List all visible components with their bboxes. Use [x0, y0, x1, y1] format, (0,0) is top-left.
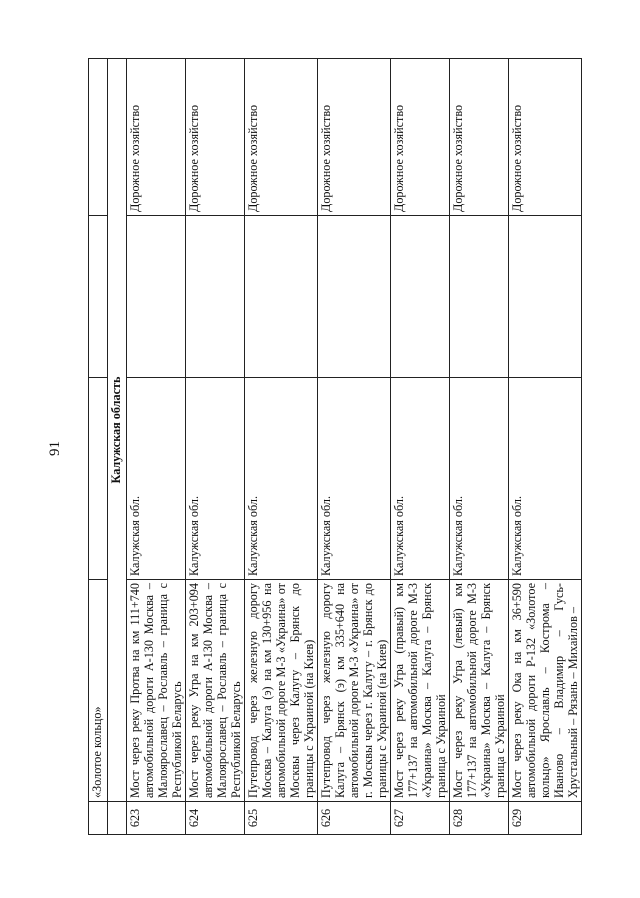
empty-cell: [245, 216, 318, 378]
page-number: 91: [47, 441, 63, 456]
table-row: [391, 59, 450, 835]
object-region: Калужская обл.: [318, 378, 391, 580]
object-name: Путепровод через железную дорогу Москва – Калуга (э) на км 130+956 на автомобильной дороге М-3 «Украина» от Москвы через Калугу – Брянск до границы с Украиной (на Киев): [245, 580, 318, 802]
object-manager: Дорожное хозяйство: [391, 59, 450, 216]
object-manager: Дорожное хозяйство: [127, 59, 186, 216]
continuation-region-cell: [89, 378, 108, 580]
continuation-row: [89, 59, 108, 835]
object-name: Мост через реку Протва на км 111+740 автомобильной дороги А-130 Москва – Малоярославец – Рославль – граница с Республикой Беларусь: [127, 580, 186, 802]
region-heading-row: [108, 59, 127, 835]
object-region: Калужская обл.: [127, 378, 186, 580]
table-row: [127, 59, 186, 835]
empty-cell: [391, 216, 450, 378]
continuation-text: «Золотое кольцо»: [89, 580, 108, 802]
object-region: Калужская обл.: [245, 378, 318, 580]
row-number: 624: [186, 802, 245, 835]
table-row: [318, 59, 391, 835]
object-manager: Дорожное хозяйство: [186, 59, 245, 216]
table-row: [186, 59, 245, 835]
object-manager: Дорожное хозяйство: [245, 59, 318, 216]
row-number: 629: [509, 802, 582, 835]
row-number: 623: [127, 802, 186, 835]
object-region: Калужская обл.: [391, 378, 450, 580]
continuation-empty-cell: [89, 216, 108, 378]
object-name: Мост через реку Угра (левый) км 177+137 на автомобильной дороге М-3 «Украина» Москва – Калуга – Брянск граница с Украиной: [450, 580, 509, 802]
object-name: Путепровод через железную дорогу Калуга – Брянск (э) км 335+640 на автомобильной дороге М-3 «Украина» от г. Москвы через г. Калугу – г. Брянск до границы с Украиной (на Киев): [318, 580, 391, 802]
empty-cell: [127, 216, 186, 378]
empty-cell: [318, 216, 391, 378]
object-manager: Дорожное хозяйство: [450, 59, 509, 216]
empty-cell: [186, 216, 245, 378]
object-region: Калужская обл.: [509, 378, 582, 580]
continuation-manager-cell: [89, 59, 108, 216]
row-number: 626: [318, 802, 391, 835]
region-heading: Калужская область: [108, 59, 127, 802]
object-manager: Дорожное хозяйство: [509, 59, 582, 216]
object-manager: Дорожное хозяйство: [318, 59, 391, 216]
row-number: 627: [391, 802, 450, 835]
row-number: 625: [245, 802, 318, 835]
table-row: [245, 59, 318, 835]
object-name: Мост через реку Угра (правый) км 177+137 на автомобильной дороге М-3 «Украина» Москва – Калуга – Брянск граница с Украиной: [391, 580, 450, 802]
empty-cell: [509, 216, 582, 378]
object-region: Калужская обл.: [450, 378, 509, 580]
object-region: Калужская обл.: [186, 378, 245, 580]
object-name: Мост через реку Угра на км 203+094 автомобильной дороги А-130 Москва – Малоярославец – Рославль – граница с Республикой Беларусь: [186, 580, 245, 802]
table-row: [450, 59, 509, 835]
rotated-table-container: [88, 60, 623, 835]
table-row: [509, 59, 582, 835]
continuation-num-cell: [89, 802, 108, 835]
region-heading-num-cell: [108, 802, 127, 835]
objects-table: [88, 58, 582, 835]
object-name: Мост через реку Ока на км 36+590 автомобильной дороги Р-132 «Золотое кольцо» Ярославль – Кострома – Иваново – Владимир – Гусь-Хрустальный – Рязань – Михайлов –: [509, 580, 582, 802]
row-number: 628: [450, 802, 509, 835]
empty-cell: [450, 216, 509, 378]
